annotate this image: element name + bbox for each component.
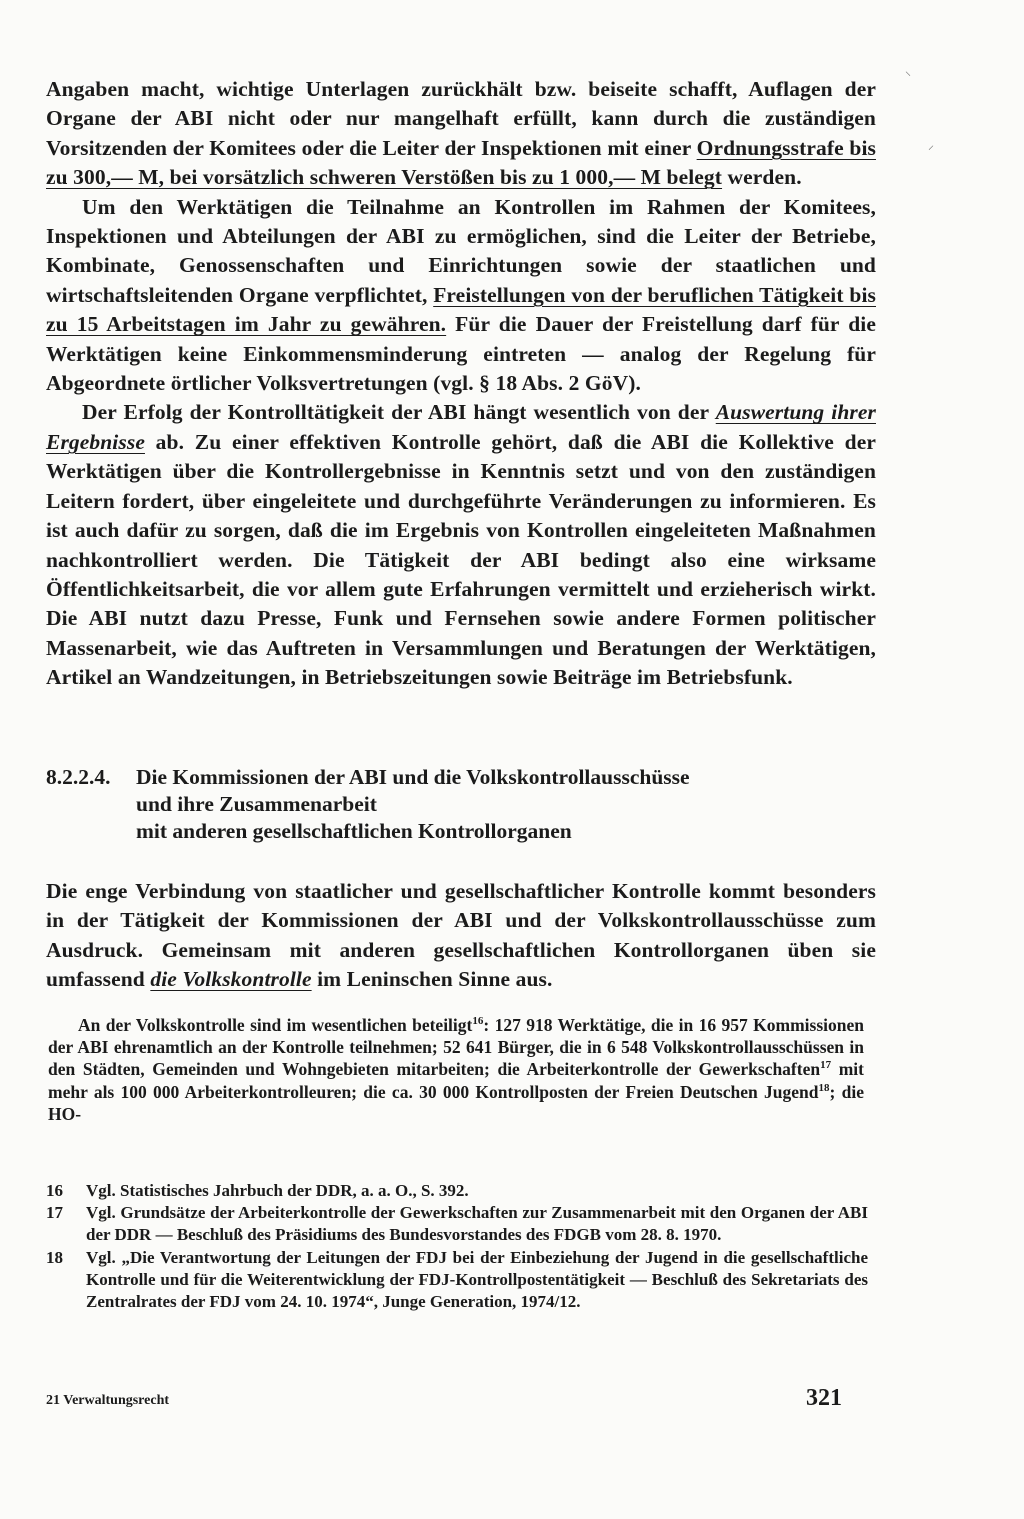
small-print-block: An der Volkskontrolle sind im wesentlichen beteiligt$^{16}$: 127 918 Werktätige, die in 16 957 Kommissionen der ABI ehrenamtlich an der Kontrolle teilnehmen; 52 641 Bürger, die in 6 548 Volkskontrollausschüssen in den Städten, Gemeinden und Wohngebieten mitarbeiten; die Arbeiterkontrolle der Gewerkschaften$^{17}$ mit mehr als 100 000 Arbeiterkontrolleuren; die ca. 30 000 Kontrollposten der Freien Deutschen Jugend$^{18}$; die HO- xyxy=(48,1015,865,1124)
section-title-line: Die Kommissionen der ABI und die Volkskontrollausschüsse xyxy=(136,765,690,789)
paragraph-2: Um den Werktätigen die Teilnahme an Kontrollen im Rahmen der Komitees, Inspektionen und Abteilungen der ABI zu ermöglichen, sind die Leiter der Betriebe, Kombinate, Genossenschaften und Einrichtungen sowie der staatlichen und wirtschaftsleitenden Organe verpflichtet, Freistellungen von der beruflichen Tätigkeit bis zu 15 Arbeitstagen im Jahr zu gewähren. Für die Dauer der Freistellung darf für die Werktätigen keine Einkommensminderung eintreten — analog der Regelung für Abgeordnete örtlicher Volksvertretungen (vgl. § 18 Abs. 2 GöV). xyxy=(46,194,876,396)
section-number: 8.2.2.4. xyxy=(46,765,111,789)
footnote-ref: 18 xyxy=(818,1081,830,1094)
page-number: 321 xyxy=(806,1385,842,1411)
footnote-item: 16 Vgl. Statistisches Jahrbuch der DDR, a. a. O., S. 392. xyxy=(46,1181,469,1200)
italic-phrase: Auswertung ihrer Ergebnisse xyxy=(46,400,876,454)
italic-phrase: die Volkskontrolle xyxy=(150,967,312,992)
intro-paragraph: Die enge Verbindung von staatlicher und gesellschaftlicher Kontrolle kommt besonders in der Tätigkeit der Kommissionen der ABI und der Volkskontrollausschüsse zum Ausdruck. Gemeinsam mit anderen gesellschaftlichen Kontrollorganen üben sie umfassend die Volkskontrolle im Leninschen Sinne aus. xyxy=(46,879,876,992)
section-title xyxy=(136,764,690,845)
scan-mark: ⸝ xyxy=(928,138,935,152)
scan-mark: ⸜ xyxy=(905,64,912,78)
underlined-phrase: Ordnungsstrafe bis zu 300,— M, bei vorsätzlich schweren Verstößen bis zu 1 000,— M belegt xyxy=(46,135,876,190)
section-title-line: und ihre Zusammenarbeit xyxy=(136,792,377,816)
main-text-block xyxy=(46,75,876,693)
footnote-ref: 17 xyxy=(820,1059,832,1072)
footnotes xyxy=(46,1180,868,1313)
footnote-item: 17 Vgl. Grundsätze der Arbeiterkontrolle der Gewerkschaften zur Zusammenarbeit mit den Organen der ABI der DDR — Beschluß des Präsidiums des Bundesvorstandes des FDGB vom 28. 8. 1970. xyxy=(46,1203,868,1245)
signature-mark: 21 Verwaltungsrecht xyxy=(46,1393,170,1408)
paragraph-3: Der Erfolg der Kontrolltätigkeit der ABI hängt wesentlich von der Auswertung ihrer Ergebnisse ab. Zu einer effektiven Kontrolle gehört, daß die ABI die Kollektive der Werktätigen über die Kontrollergebnisse in Kenntnis setzt und von den zuständigen Leitern fordert, über eingeleitete und durchgeführte Veränderungen zu informieren. Es ist auch dafür zu sorgen, daß die im Ergebnis von Kontrollen eingeleiteten Maßnahmen nachkontrolliert werden. Die Tätigkeit der ABI bedingt also eine wirksame Öffentlichkeitsarbeit, die vor allem gute Erfahrungen vermittelt und erzieherisch wirkt. Die ABI nutzt dazu Presse, Funk und Fernsehen sowie andere Formen politischer Massenarbeit, wie das Auftreten in Versammlungen und Beratungen der Werktätigen, Artikel an Wandzeitungen, in Betriebszeitungen sowie Beiträge im Betriebsfunk. xyxy=(46,400,876,690)
section-title-line: mit anderen gesellschaftlichen Kontrollorganen xyxy=(136,819,572,843)
underlined-phrase: Freistellungen von der beruflichen Tätigkeit bis zu 15 Arbeitstagen im Jahr zu gewähren. xyxy=(46,282,876,337)
paragraph-1: Angaben macht, wichtige Unterlagen zurückhält bzw. beiseite schafft, Auflagen der Organe der ABI nicht oder nur mangelhaft erfüllt, kann durch die zuständigen Vorsitzenden der Komitees oder die Leiter der Inspektionen mit einer Ordnungsstrafe bis zu 300,— M, bei vorsätzlich schweren Verstößen bis zu 1 000,— M belegt werden. xyxy=(46,77,876,190)
footnote-item: 18 Vgl. „Die Verantwortung der Leitungen der FDJ bei der Einbeziehung der Jugend in die gesellschaftliche Kontrolle und für die Weiterentwicklung der FDJ-Kontrollpostentätigkeit — Beschluß des Sekretariats des Zentralrates der FDJ vom 24. 10. 1974“, Junge Generation, 1974/12. xyxy=(46,1247,868,1312)
footnote-ref: 16 xyxy=(472,1015,484,1028)
